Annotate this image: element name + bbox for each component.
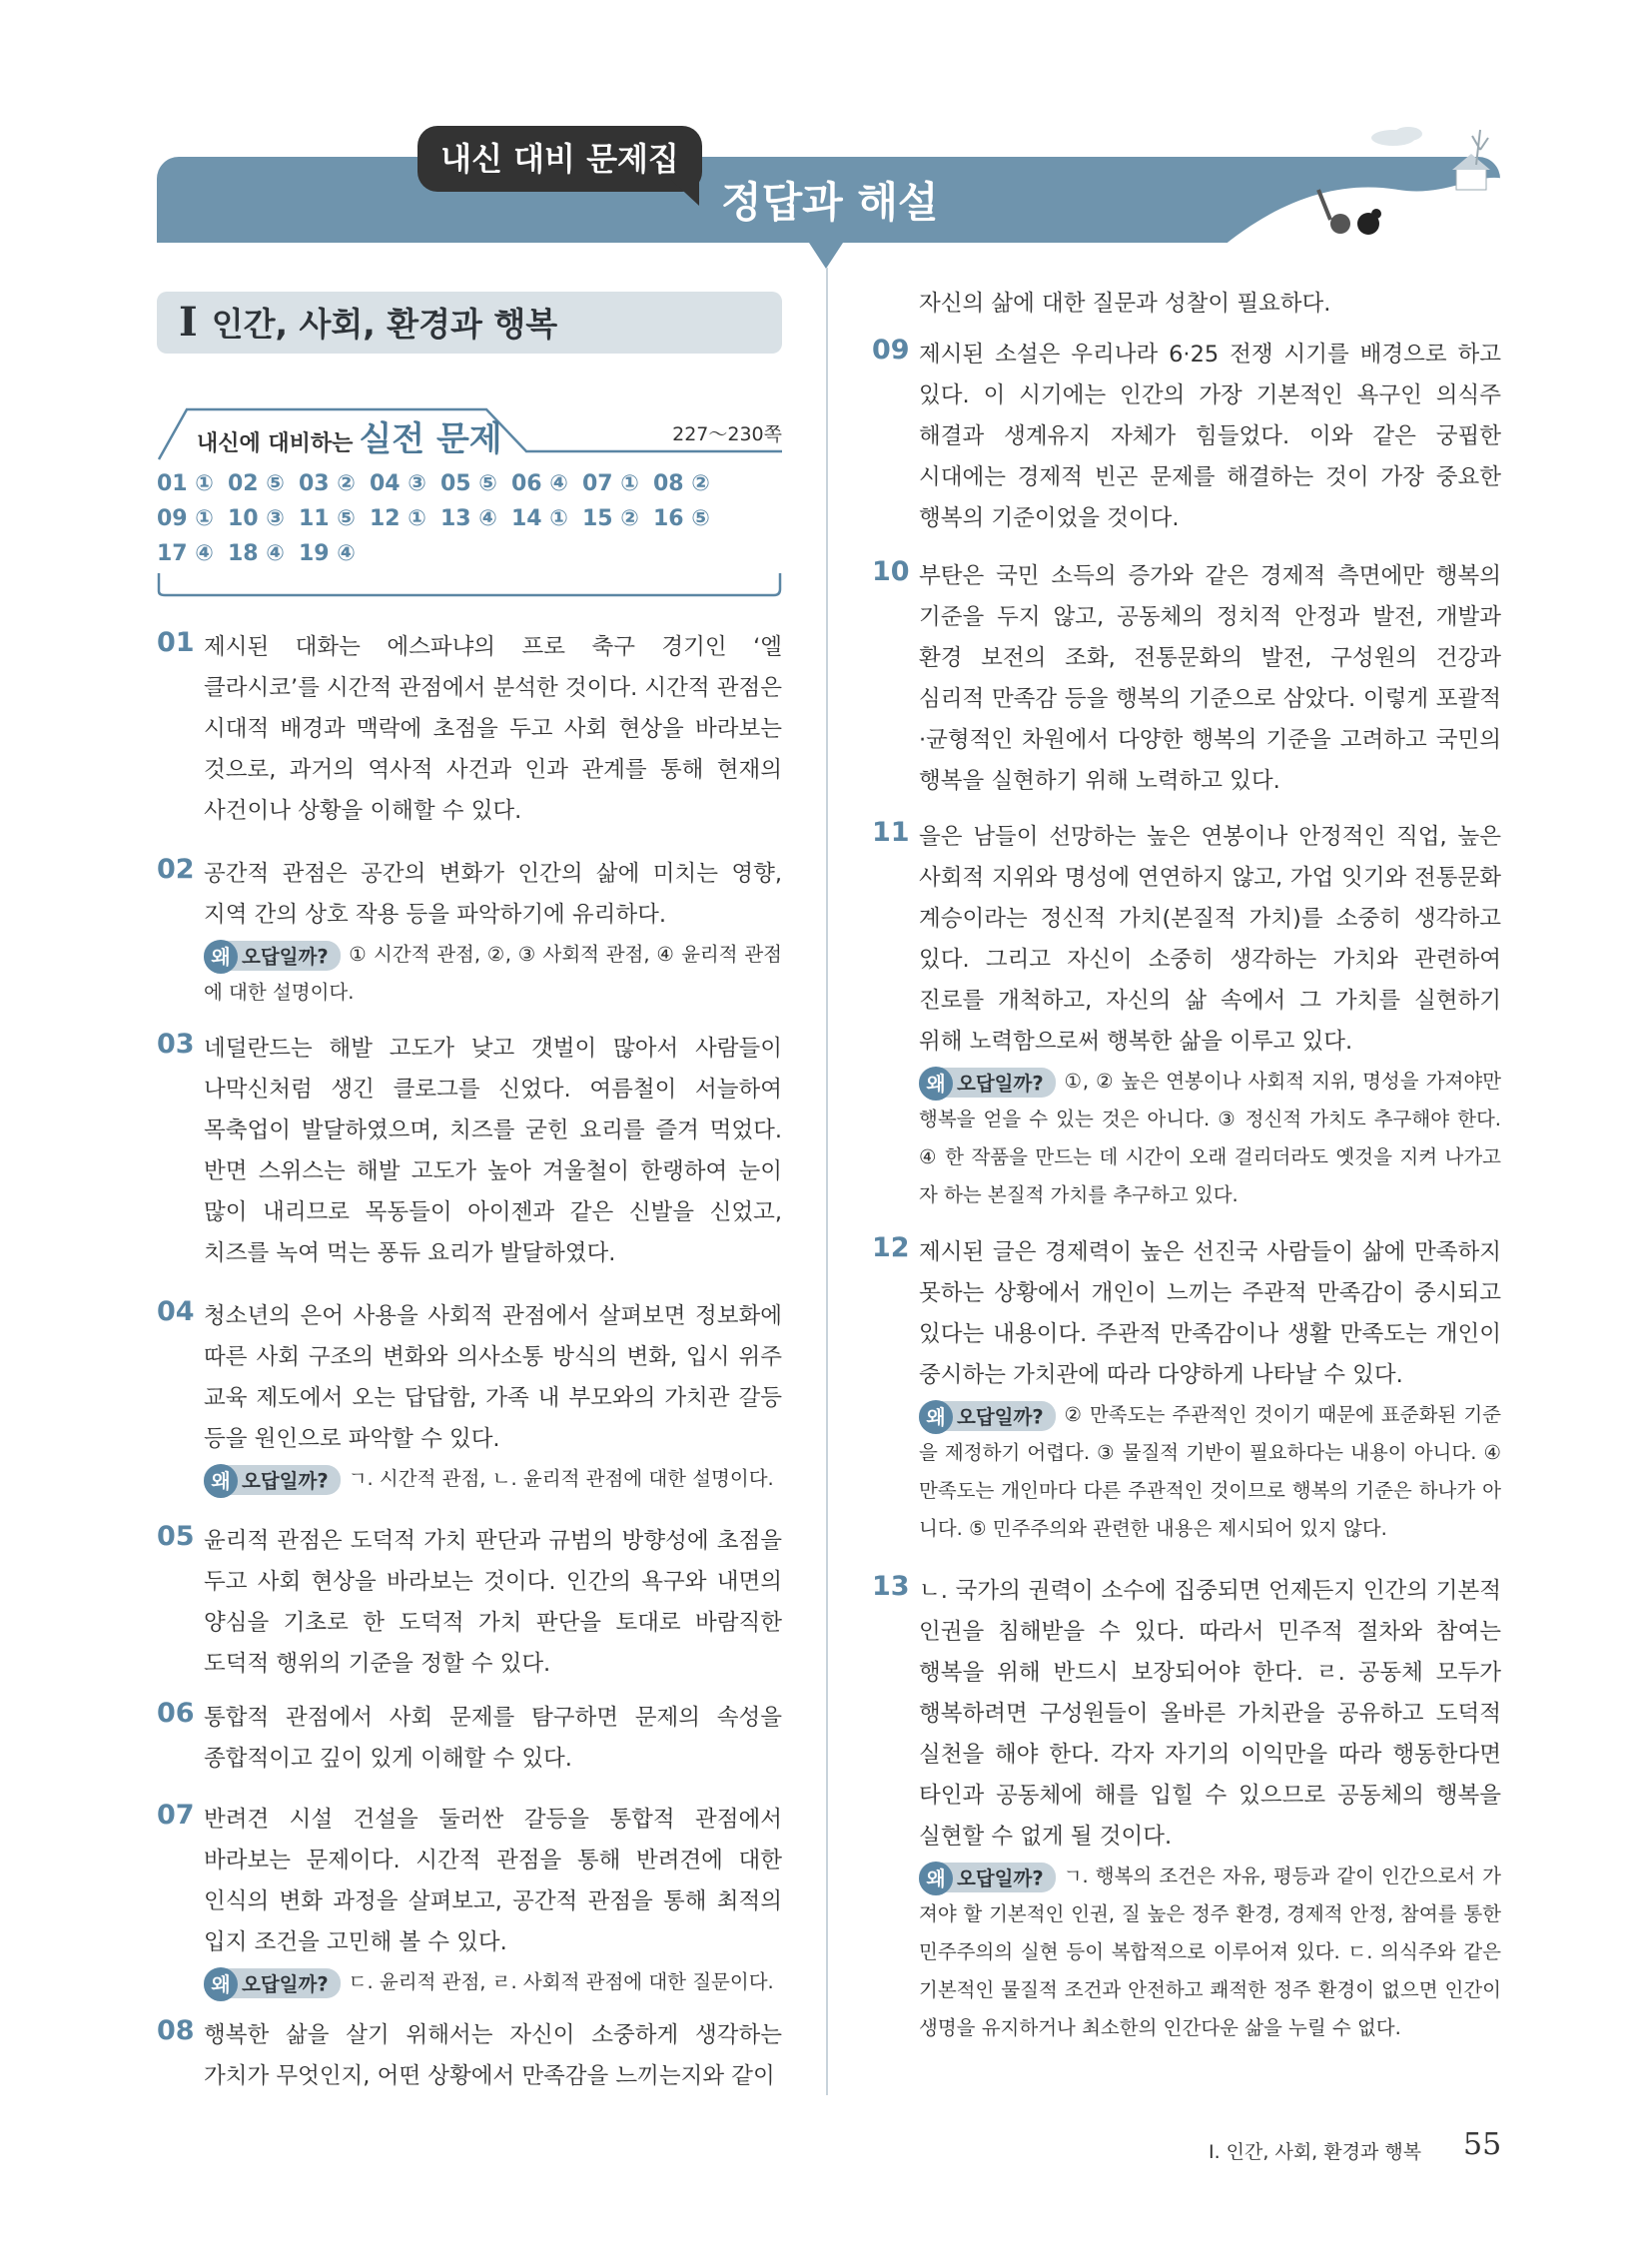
question-number: 03 [157, 1029, 195, 1060]
question-08-continued [872, 284, 1501, 325]
question-13 [872, 1571, 1501, 2047]
question-text: 제시된 글은 경제력이 높은 선진국 사람들이 삶에 만족하지 못하는 상황에서 개인이 느끼는 주관적 만족감이 중시되고 있다는 내용이다. 주관적 만족감이나 생활 만족도는 개인이 중시하는 가치관에 따라 다양하게 나타날 수 있다. [919, 1239, 1501, 1388]
answer-item: 09 ① [157, 506, 214, 531]
why-icon: 왜 [919, 1862, 953, 1895]
section-title [157, 292, 782, 354]
question-text: 부탄은 국민 소득의 증가와 같은 경제적 측면에만 행복의 기준을 두지 않고, 공동체의 정치적 안정과 발전, 개발과 환경 보전의 조화, 전통문화의 발전, 구성원의 건강과 심리적 만족감 등을 행복의 기준으로 삼았다. 이렇게 포괄적·균형적인 차원에서 다양한 행복의 기준을 고려하고 국민의 행복을 실현하기 위해 노력하고 있다. [919, 563, 1501, 794]
question-text: 자신의 삶에 대한 질문과 성찰이 필요하다. [919, 291, 1331, 317]
answer-item: 12 ① [370, 506, 426, 531]
wrong-answer-tag [919, 1068, 1056, 1098]
answer-box-label-prefix: 내신에 대비하는 [197, 431, 354, 456]
answer-box-pages: 227～230쪽 [672, 423, 782, 445]
question-text: 통합적 관점에서 사회 문제를 탐구하면 문제의 속성을 종합적이고 깊이 있게 이해할 수 있다. [204, 1705, 782, 1772]
answer-item: 01 ① [157, 471, 214, 496]
wrong-answer-note [204, 936, 782, 1012]
wrong-answer-text: ㄷ. 윤리적 관점, ㄹ. 사회적 관점에 대한 질문이다. [348, 1970, 774, 1993]
question-number: 07 [157, 1800, 195, 1831]
why-icon: 왜 [204, 1464, 238, 1498]
wrong-answer-text: ㄱ. 시간적 관점, ㄴ. 윤리적 관점에 대한 설명이다. [348, 1467, 774, 1490]
answer-item: 17 ④ [157, 541, 214, 566]
wrong-answer-tag [204, 941, 341, 971]
answer-item: 19 ④ [299, 541, 356, 566]
question-08 [157, 2015, 782, 2097]
section-numeral: I [179, 299, 198, 346]
wrong-answer-note [919, 1858, 1501, 2047]
question-number: 04 [157, 1296, 195, 1327]
wrong-answer-note [204, 1460, 782, 1498]
wrong-answer-tag-label: 오답일까? [957, 1405, 1044, 1428]
question-text: 행복한 삶을 살기 위해서는 자신이 소중하게 생각하는 가치가 무엇인지, 어떤 상황에서 만족감을 느끼는지와 같이 [204, 2022, 782, 2089]
header-badge: 내신 대비 문제집 [417, 126, 702, 192]
question-text: 윤리적 관점은 도덕적 가치 판단과 규범의 방향성에 초점을 두고 사회 현상을 바라보는 것이다. 인간의 욕구와 내면의 양심을 기초로 한 도덕적 가치 판단을 토대로 바람직한 도덕적 행위의 기준을 정할 수 있다. [204, 1528, 782, 1677]
section-title-text: 인간, 사회, 환경과 행복 [211, 305, 558, 344]
answer-item: 16 ⑤ [653, 506, 710, 531]
wrong-answer-note [919, 1396, 1501, 1548]
question-06 [157, 1698, 782, 1780]
question-10 [872, 556, 1501, 802]
question-number: 12 [872, 1232, 910, 1263]
question-11 [872, 817, 1501, 1214]
wrong-answer-tag [204, 1968, 341, 1998]
page-title: 정답과 해설 [721, 178, 939, 227]
question-text: 제시된 소설은 우리나라 6·25 전쟁 시기를 배경으로 하고 있다. 이 시기에는 인간의 가장 기본적인 욕구인 의식주 해결과 생계유지 자체가 힘들었다. 이와 같은 궁핍한 시대에는 경제적 빈곤 문제를 해결하는 것이 가장 중요한 행복의 기준이었을 것이다. [919, 342, 1501, 531]
answer-item: 03 ② [299, 471, 356, 496]
answer-item: 15 ② [582, 506, 639, 531]
wrong-answer-tag [204, 1465, 341, 1495]
answer-item: 04 ③ [370, 471, 426, 496]
question-text: 청소년의 은어 사용을 사회적 관점에서 살펴보면 정보화에 따른 사회 구조의 변화와 의사소통 방식의 변화, 입시 위주 교육 제도에서 오는 답답함, 가족 내 부모와의 가치관 갈등 등을 원인으로 파악할 수 있다. [204, 1303, 782, 1452]
question-text: 네덜란드는 해발 고도가 낮고 갯벌이 많아서 사람들이 나막신처럼 생긴 클로그를 신었다. 여름철이 서늘하여 목축업이 발달하였으며, 치즈를 굳힌 요리를 즐겨 먹었다. 반면 스위스는 해발 고도가 높아 겨울철이 한랭하여 눈이 많이 내리므로 목동들이 아이젠과 같은 신발을 신었고, 치즈를 녹여 먹는 퐁듀 요리가 발달하였다. [204, 1036, 782, 1266]
answer-item: 07 ① [582, 471, 639, 496]
question-number: 10 [872, 556, 910, 587]
footer-section: I. 인간, 사회, 환경과 행복 [1209, 2141, 1422, 2163]
wrong-answer-tag-label: 오답일까? [242, 1469, 329, 1492]
why-icon: 왜 [204, 1967, 238, 2001]
wrong-answer-tag-label: 오답일까? [957, 1867, 1044, 1889]
answer-item: 14 ① [511, 506, 568, 531]
wrong-answer-tag [919, 1863, 1056, 1892]
answer-item: 18 ④ [228, 541, 285, 566]
question-text: 공간적 관점은 공간의 변화가 인간의 삶에 미치는 영향, 지역 간의 상호 작용 등을 파악하기에 유리하다. [204, 861, 782, 928]
answer-box-label-big: 실전 문제 [359, 419, 502, 459]
question-text: ㄴ. 국가의 권력이 소수에 집중되면 언제든지 인간의 기본적 인권을 침해받을 수 있다. 따라서 민주적 절차와 참여는 행복을 위해 반드시 보장되어야 한다. ㄹ. 공동체 모두가 행복하려면 구성원들이 올바른 가치관을 공유하고 도덕적 실천을 해야 한다. 각자 자기의 이익만을 따라 행동한다면 타인과 공동체에 해를 입힐 수 있으므로 공동체의 행복을 실현할 수 없게 될 것이다. [919, 1578, 1501, 1850]
wrong-answer-tag-label: 오답일까? [242, 945, 329, 968]
answer-item: 11 ⑤ [299, 506, 356, 531]
page-number: 55 [1463, 2127, 1502, 2162]
question-number: 09 [872, 335, 910, 366]
wrong-answer-text: ①, ② 높은 연봉이나 사회적 지위, 명성을 가져야만 행복을 얻을 수 있는 것은 아니다. ③ 정신적 가치도 추구해야 한다. ④ 한 작품을 만드는 데 시간이 오래 걸리더라도 옛것을 지켜 나가고자 하는 본질적 가치를 추구하고 있다. [919, 1070, 1501, 1206]
why-icon: 왜 [204, 940, 238, 974]
question-01 [157, 627, 782, 832]
column-divider [826, 268, 828, 2095]
wrong-answer-note [919, 1063, 1501, 1214]
wrong-answer-text: ② 만족도는 주관적인 것이기 때문에 표준화된 기준을 제정하기 어렵다. ③ 물질적 기반이 필요하다는 내용이 아니다. ④ 만족도는 개인마다 다른 주관적인 것이므로 행복의 기준은 하나가 아니다. ⑤ 민주주의와 관련한 내용은 제시되어 있지 않다. [919, 1403, 1501, 1540]
question-02 [157, 854, 782, 1012]
landscape-illustration [1219, 120, 1508, 250]
question-number: 05 [157, 1521, 195, 1552]
question-03 [157, 1029, 782, 1274]
answer-item: 02 ⑤ [228, 471, 285, 496]
question-number: 06 [157, 1698, 195, 1729]
answer-item: 10 ③ [228, 506, 285, 531]
question-text: 제시된 대화는 에스파냐의 프로 축구 경기인 ‘엘 클라시코’를 시간적 관점에서 분석한 것이다. 시간적 관점은 시대적 배경과 맥락에 초점을 두고 사회 현상을 바라보는 것으로, 과거의 역사적 사건과 인과 관계를 통해 현재의 사건이나 상황을 이해할 수 있다. [204, 634, 782, 824]
answer-item: 08 ② [653, 471, 710, 496]
why-icon: 왜 [919, 1067, 953, 1101]
answer-box-label [197, 411, 502, 460]
answer-box-frame-bottom [157, 571, 782, 597]
wrong-answer-tag [919, 1401, 1056, 1431]
answer-list [157, 471, 786, 566]
wrong-answer-text: ① 시간적 관점, ②, ③ 사회적 관점, ④ 윤리적 관점에 대한 설명이다. [204, 943, 782, 1004]
why-icon: 왜 [919, 1400, 953, 1434]
question-text: 반려견 시설 건설을 둘러싼 갈등을 통합적 관점에서 바라보는 문제이다. 시간적 관점을 통해 반려견에 대한 인식의 변화 과정을 살펴보고, 공간적 관점을 통해 최적의 입지 조건을 고민해 볼 수 있다. [204, 1807, 782, 1955]
question-07 [157, 1800, 782, 2001]
wrong-answer-tag-label: 오답일까? [242, 1972, 329, 1995]
question-04 [157, 1296, 782, 1498]
question-12 [872, 1232, 1501, 1548]
answer-box-header [157, 401, 782, 461]
question-number: 11 [872, 817, 910, 848]
answer-item: 06 ④ [511, 471, 568, 496]
wrong-answer-tag-label: 오답일까? [957, 1072, 1044, 1095]
question-number: 02 [157, 854, 195, 885]
question-05 [157, 1521, 782, 1685]
answer-item: 05 ⑤ [440, 471, 497, 496]
question-09 [872, 335, 1501, 539]
question-number: 01 [157, 627, 195, 658]
question-number: 13 [872, 1571, 910, 1602]
page-footer [1209, 2127, 1502, 2164]
question-number: 08 [157, 2015, 195, 2046]
question-text: 을은 남들이 선망하는 높은 연봉이나 안정적인 직업, 높은 사회적 지위와 명성에 연연하지 않고, 가업 잇기와 전통문화 계승이라는 정신적 가치(본질적 가치)를 소중히 생각하고 있다. 그리고 자신이 소중히 생각하는 가치와 관련하여 진로를 개척하고, 자신의 삶 속에서 그 가치를 실현하기 위해 노력함으로써 행복한 삶을 이루고 있다. [919, 824, 1501, 1055]
wrong-answer-text: ㄱ. 행복의 조건은 자유, 평등과 같이 인간으로서 가져야 할 기본적인 인권, 질 높은 정주 환경, 경제적 안정, 참여를 통한 민주주의의 실현 등이 복합적으로 이루어져 있다. ㄷ. 의식주와 같은 기본적인 물질적 조건과 안전하고 쾌적한 정주 환경이 없으면 인간이 생명을 유지하거나 최소한의 인간다운 삶을 누릴 수 없다. [919, 1865, 1501, 2039]
wrong-answer-note [204, 1963, 782, 2001]
banner-notch [809, 243, 843, 269]
answer-item: 13 ④ [440, 506, 497, 531]
